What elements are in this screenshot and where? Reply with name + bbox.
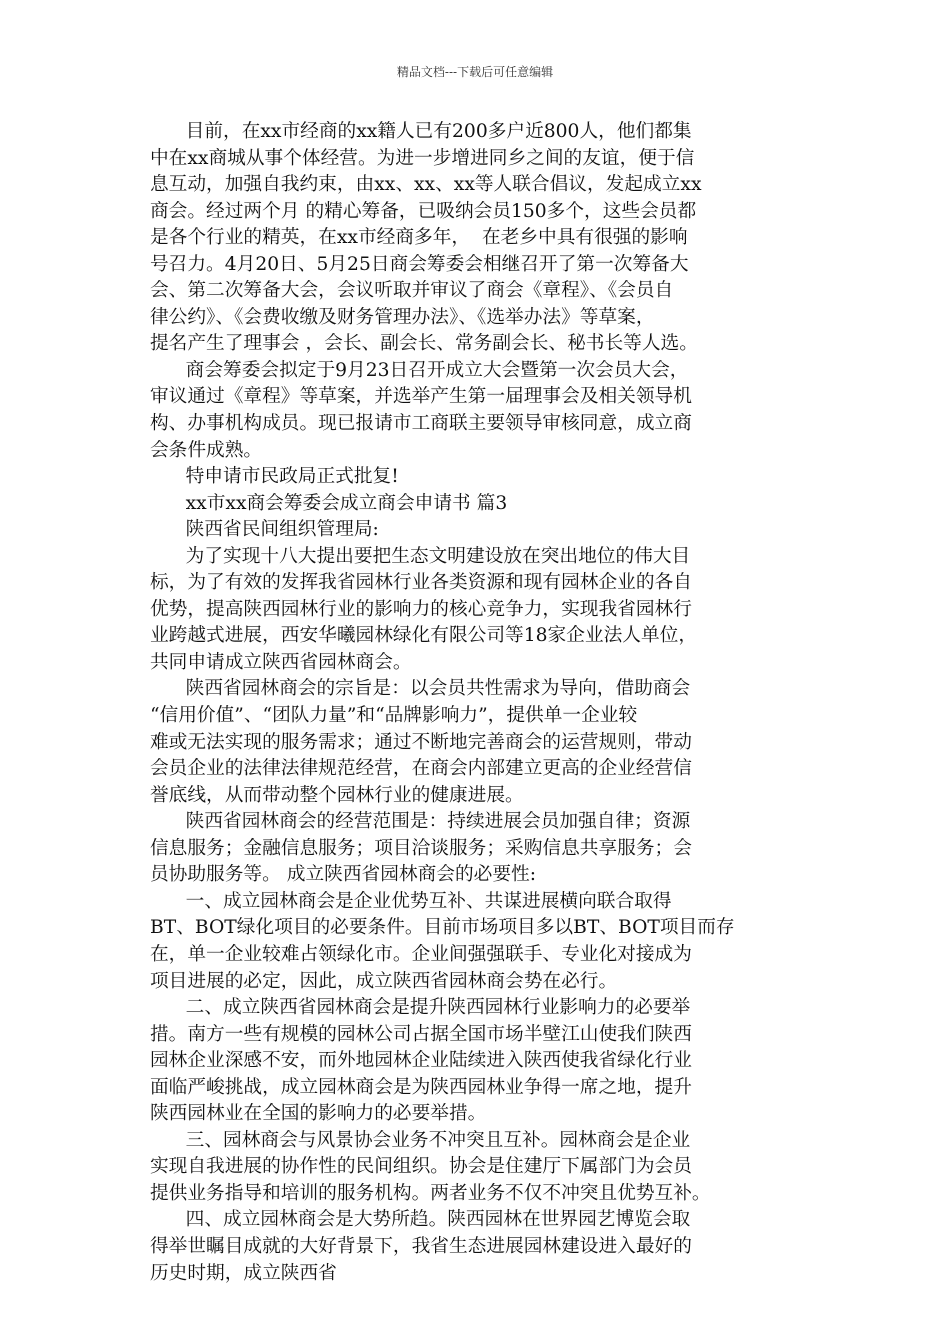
text-line: 会员企业的法律法律规范经营，在商会内部建立更高的企业经营信 [150, 758, 692, 780]
text-line: 会、第二次筹备大会，会议听取并审议了商会《章程》、《会员自 [150, 280, 674, 302]
text-line: 陕西省园林商会的宗旨是：以会员共性需求为导向，借助商会 [150, 678, 691, 700]
text-line: 特申请市民政局正式批复! [150, 466, 399, 488]
text-line: 中在xx商城从事个体经营。为进一步增进同乡之间的友谊，便于信 [150, 147, 695, 169]
text-line: 员协助服务等。 成立陕西省园林商会的必要性: [150, 864, 536, 886]
document-body [150, 119, 810, 1287]
text-line: 业跨越式进展，西安华曦园林绿化有限公司等18家企业法人单位， [150, 625, 698, 647]
text-line: 标，为了有效的发挥我省园林行业各类资源和现有园林企业的各自 [150, 572, 692, 594]
text-line: 审议通过《章程》等草案，并选举产生第一届理事会及相关领导机 [150, 386, 692, 408]
text-line: 措。南方一些有规模的园林公司占据全国市场半壁江山使我们陕西 [150, 1023, 692, 1045]
section-title: xx市xx商会筹委会成立商会申请书 篇3 [150, 492, 508, 514]
text-line: 信息服务；金融信息服务；项目洽谈服务；采购信息共享服务；会 [150, 837, 692, 859]
text-line: 构、办事机构成员。现已报请市工商联主要领导审核同意，成立商 [150, 413, 692, 435]
text-line: “信用价值”、“团队力量”和“品牌影响力”，提供单一企业较 [150, 705, 638, 727]
text-line: 实现自我进展的协作性的民间组织。协会是住建厅下属部门为会员 [150, 1156, 692, 1178]
text-line: 在，单一企业较难占领绿化市。企业间强强联手、专业化对接成为 [150, 943, 692, 965]
text-line: 提供业务指导和培训的服务机构。两者业务不仅不冲突且优势互补。 [150, 1182, 711, 1204]
text-line: 陕西省园林商会的经营范围是：持续进展会员加强自律；资源 [150, 811, 691, 833]
text-line: 提名产生了理事会 ，会长、副会长、常务副会长、秘书长等人选。 [150, 333, 698, 355]
text-line: 一、成立园林商会是企业优势互补、共谋进展横向联合取得 [150, 890, 672, 912]
text-line: 目前，在xx市经商的xx籍人已有200多户近800人，他们都集 [150, 121, 692, 142]
text-line: 陕西园林业在全国的影响力的必要举措。 [150, 1103, 487, 1125]
text-line: 项目进展的必定，因此，成立陕西省园林商会势在必行。 [150, 970, 618, 992]
text-line: 共同申请成立陕西省园林商会。 [150, 651, 412, 673]
page-header: 精品文档---下载后可任意编辑 [396, 65, 554, 79]
text-line: 是各个行业的精英，在xx市经商多年， 在老乡中具有很强的影响 [150, 227, 688, 249]
text-line: 二、成立陕西省园林商会是提升陕西园林行业影响力的必要举 [150, 997, 691, 1019]
text-line: 商会。经过两个月 的精心筹备，已吸纳会员150多个，这些会员都 [150, 200, 697, 222]
text-line: 园林企业深感不安，而外地园林企业陆续进入陕西使我省绿化行业 [150, 1050, 692, 1072]
text-line: 得举世瞩目成就的大好背景下，我省生态进展园林建设进入最好的 [150, 1235, 692, 1257]
addressee-line: 陕西省民间组织管理局: [150, 519, 379, 541]
text-line: BT、BOT绿化项目的必要条件。目前市场项目多以BT、BOT项目而存 [150, 917, 735, 939]
text-line: 面临严峻挑战，成立园林商会是为陕西园林业争得一席之地，提升 [150, 1076, 692, 1098]
text-line: 会条件成熟。 [150, 439, 263, 461]
text-line: 誉底线，从而带动整个园林行业的健康进展。 [150, 784, 524, 806]
text-line: 律公约》、《会费收缴及财务管理办法》、《选举办法》等草案， [150, 306, 655, 328]
text-line: 号召力。4月20日、5月25日商会筹委会相继召开了第一次筹备大 [150, 253, 689, 275]
text-line: 优势，提高陕西园林行业的影响力的核心竞争力，实现我省园林行 [150, 598, 692, 620]
text-line: 四、成立园林商会是大势所趋。陕西园林在世界园艺博览会取 [150, 1209, 691, 1231]
text-line: 息互动，加强自我约束，由xx、xx、xx等人联合倡议，发起成立xx [150, 174, 702, 196]
text-line: 历史时期，成立陕西省 [150, 1262, 337, 1284]
text-line: 商会筹委会拟定于9月23日召开成立大会暨第一次会员大会， [150, 359, 689, 381]
text-line: 难或无法实现的服务需求；通过不断地完善商会的运营规则，带动 [150, 731, 692, 753]
text-line: 三、园林商会与风景协会业务不冲突且互补。园林商会是企业 [150, 1129, 691, 1151]
text-line: 为了实现十八大提出要把生态文明建设放在突出地位的伟大目 [150, 545, 691, 567]
